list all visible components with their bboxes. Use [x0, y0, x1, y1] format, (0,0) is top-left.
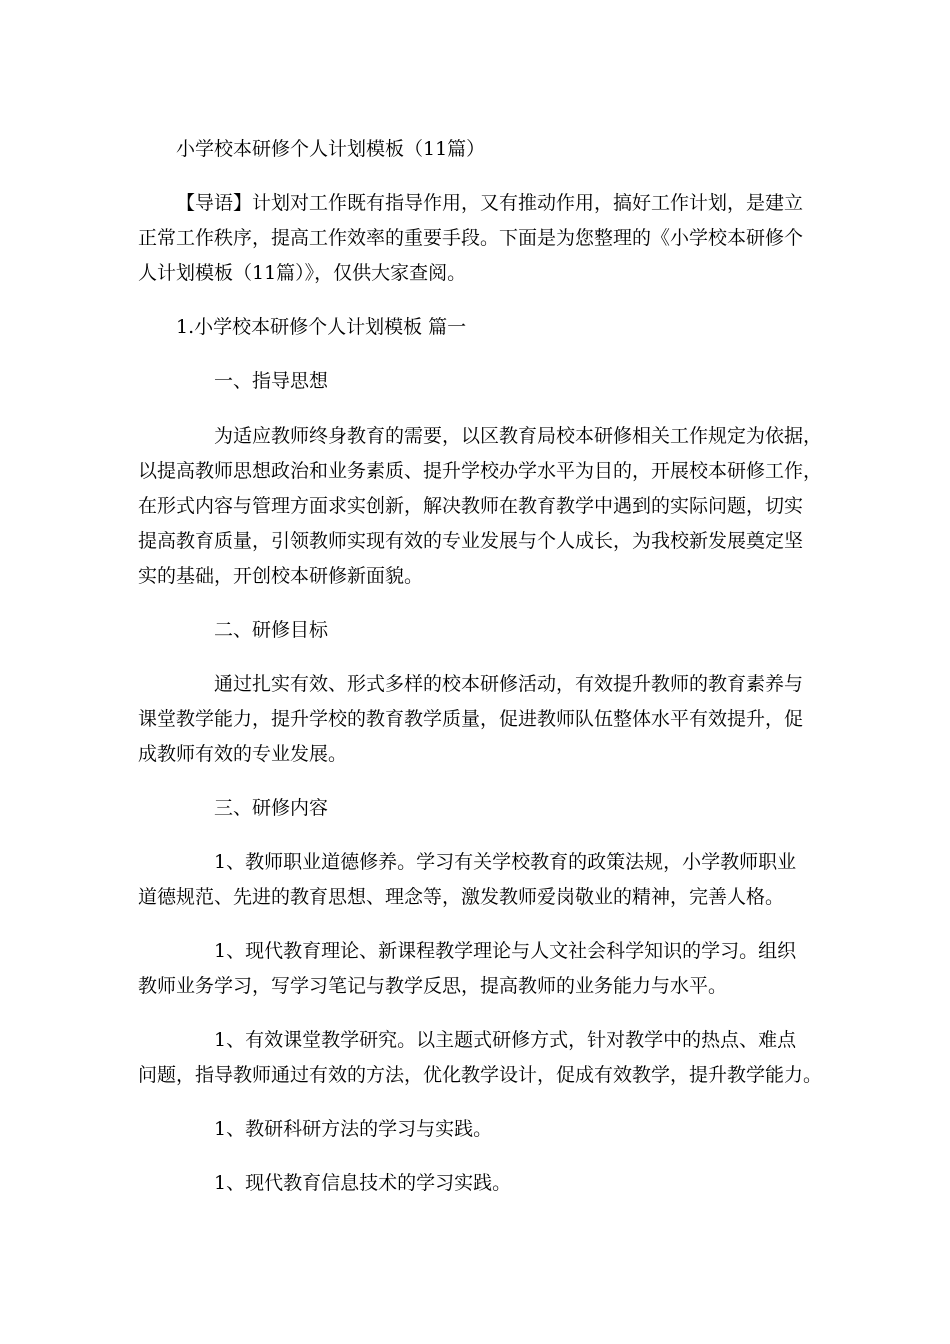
item4-line: 1、教研科研方法的学习与实践。	[214, 1118, 493, 1140]
section1-line-3: 在形式内容与管理方面求实创新，解决教师在教育教学中遇到的实际问题，切实	[138, 495, 804, 517]
intro-line-1: 【导语】计划对工作既有指导作用，又有推动作用，搞好工作计划，是建立	[176, 192, 804, 214]
article-heading: 1.小学校本研修个人计划模板 篇一	[176, 316, 467, 338]
item3-line-1: 1、有效课堂教学研究。以主题式研修方式，针对教学中的热点、难点	[214, 1029, 797, 1051]
item2-line-1: 1、现代教育理论、新课程教学理论与人文社会科学知识的学习。组织	[214, 940, 797, 962]
item5-line: 1、现代教育信息技术的学习实践。	[214, 1172, 512, 1194]
section-heading-content: 三、研修内容	[214, 797, 329, 819]
section1-line-4: 提高教育质量，引领教师实现有效的专业发展与个人成长，为我校新发展奠定坚	[138, 530, 804, 552]
intro-line-3: 人计划模板（11篇）》，仅供大家查阅。	[138, 262, 467, 284]
section2-line-1: 通过扎实有效、形式多样的校本研修活动，有效提升教师的教育素养与	[214, 673, 804, 695]
section2-line-3: 成教师有效的专业发展。	[138, 743, 348, 765]
section1-line-2: 以提高教师思想政治和业务素质、提升学校办学水平为目的，开展校本研修工作，	[138, 460, 823, 482]
item2-line-2: 教师业务学习，写学习笔记与教学反思，提高教师的业务能力与水平。	[138, 975, 728, 997]
item1-line-1: 1、教师职业道德修养。学习有关学校教育的政策法规，小学教师职业	[214, 851, 797, 873]
item1-line-2: 道德规范、先进的教育思想、理念等，激发教师爱岗敬业的精神，完善人格。	[138, 886, 785, 908]
section2-line-2: 课堂教学能力，提升学校的教育教学质量，促进教师队伍整体水平有效提升，促	[138, 708, 804, 730]
intro-line-2: 正常工作秩序，提高工作效率的重要手段。下面是为您整理的《小学校本研修个	[138, 227, 804, 249]
section1-line-5: 实的基础，开创校本研修新面貌。	[138, 565, 424, 587]
item3-line-2: 问题，指导教师通过有效的方法，优化教学设计，促成有效教学，提升教学能力。	[138, 1064, 823, 1086]
section-heading-goals: 二、研修目标	[214, 619, 329, 641]
section1-line-1: 为适应教师终身教育的需要，以区教育局校本研修相关工作规定为依据，	[214, 425, 823, 447]
section-heading-guiding-thought: 一、指导思想	[214, 370, 329, 392]
document-title: 小学校本研修个人计划模板（11篇）	[176, 138, 486, 160]
